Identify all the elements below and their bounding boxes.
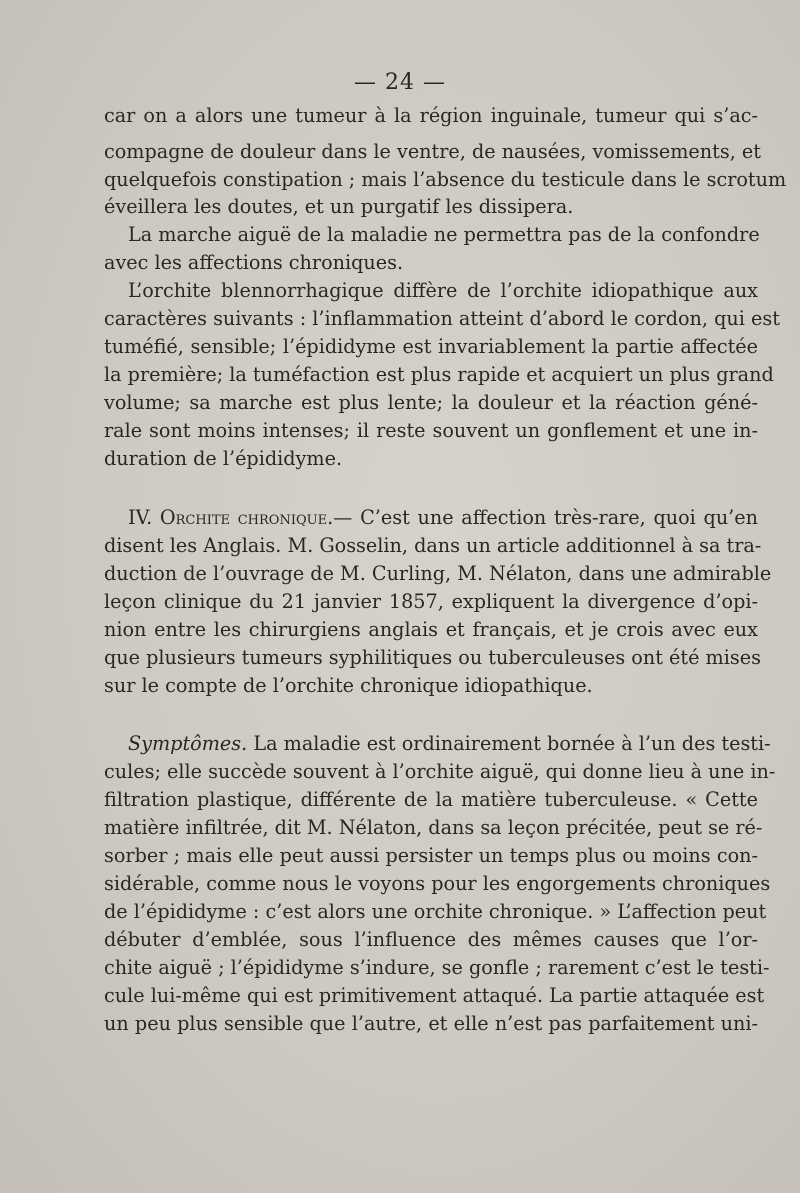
- text-fragment: C’est une affection très-rare, quoi qu’en: [360, 506, 758, 529]
- text-line: que plusieurs tumeurs syphilitiques ou tuberculeuses ont été mises: [104, 646, 761, 669]
- text-line: filtration plastique, différente de la matière tuberculeuse. « Cette: [104, 788, 758, 811]
- text-line: compagne de douleur dans le ventre, de nausées, vomissements, et: [104, 140, 761, 163]
- text-line: cule lui-même qui est primitivement attaqué. La partie attaquée est: [104, 984, 765, 1007]
- text-line: La marche aiguë de la maladie ne permettra pas de la confondre: [128, 223, 760, 246]
- text-line: la première; la tuméfaction est plus rapide et acquiert un plus grand: [104, 363, 774, 386]
- text-fragment: La maladie est ordinairement bornée à l’un des testi-: [253, 732, 771, 755]
- text-line: chite aiguë ; l’épididyme s’indure, se gonfle ; rarement c’est le testi-: [104, 956, 770, 979]
- text-line: car on a alors une tumeur à la région inguinale, tumeur qui s’ac-: [104, 104, 758, 127]
- text-line: éveillera les doutes, et un purgatif les dissipera.: [104, 195, 574, 218]
- section-heading-line: [128, 505, 758, 531]
- text-line: caractères suivants : l’inflammation atteint d’abord le cordon, qui est: [104, 307, 780, 330]
- text-line: leçon clinique du 21 janvier 1857, expliquent la divergence d’opi-: [104, 590, 758, 613]
- text-line: nion entre les chirurgiens anglais et français, et je crois avec eux: [104, 618, 758, 641]
- text-line: de l’épididyme : c’est alors une orchite chronique. » L’affection peut: [104, 900, 767, 923]
- section-heading: IV. Orchite chronique.—: [128, 506, 353, 529]
- text-line: avec les affections chroniques.: [104, 251, 404, 274]
- text-line: cules; elle succède souvent à l’orchite aiguë, qui donne lieu à une in-: [104, 760, 776, 783]
- text-line: sidérable, comme nous le voyons pour les engorgements chroniques: [104, 872, 771, 895]
- subsection-heading: Symptômes.: [128, 732, 248, 755]
- text-line: débuter d’emblée, sous l’influence des mêmes causes que l’or-: [104, 928, 758, 951]
- page-number: — 24 —: [354, 70, 446, 95]
- text-line: duction de l’ouvrage de M. Curling, M. Nélaton, dans une admirable: [104, 562, 772, 585]
- text-line: sur le compte de l’orchite chronique idiopathique.: [104, 674, 593, 697]
- subsection-heading-line: [128, 731, 771, 757]
- text-line: un peu plus sensible que l’autre, et elle n’est pas parfaitement uni-: [104, 1012, 758, 1035]
- text-line: volume; sa marche est plus lente; la douleur et la réaction géné-: [104, 391, 758, 414]
- text-line: disent les Anglais. M. Gosselin, dans un article additionnel à sa tra-: [104, 534, 762, 557]
- text-line: matière infiltrée, dit M. Nélaton, dans sa leçon précitée, peut se ré-: [104, 816, 763, 839]
- text-line: tuméfié, sensible; l’épididyme est invariablement la partie affectée: [104, 335, 758, 358]
- text-line: duration de l’épididyme.: [104, 447, 343, 470]
- text-line: quelquefois constipation ; mais l’absence du testicule dans le scrotum: [104, 168, 787, 191]
- text-line: L’orchite blennorrhagique diffère de l’orchite idiopathique aux: [128, 279, 758, 302]
- text-line: rale sont moins intenses; il reste souvent un gonflement et une in-: [104, 419, 758, 442]
- text-line: sorber ; mais elle peut aussi persister un temps plus ou moins con-: [104, 844, 758, 867]
